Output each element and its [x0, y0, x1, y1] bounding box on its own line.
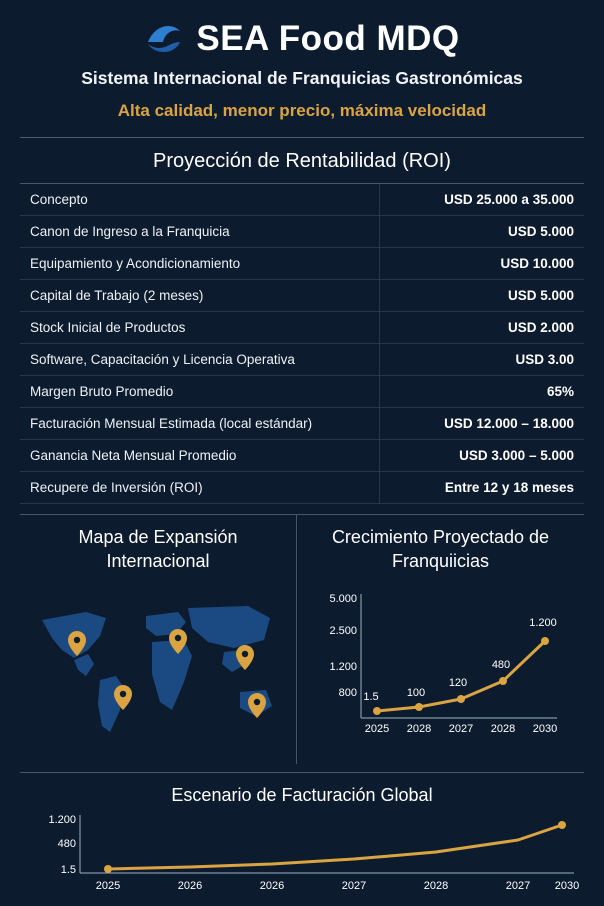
header: [0, 0, 604, 127]
growth-chart: [297, 580, 584, 748]
growth-point-label: 100: [406, 686, 425, 699]
table-cell-value: USD 5.000: [379, 280, 584, 311]
billing-ytick: 1.200: [48, 813, 76, 826]
billing-xtick: 2025: [95, 879, 121, 892]
table-row: [20, 280, 584, 312]
growth-data-point: [541, 637, 549, 645]
growth-panel-title: Crecimiento Proyectado de Franquiicias: [331, 527, 550, 572]
table-row: [20, 248, 584, 280]
growth-data-point: [499, 677, 507, 685]
growth-xtick: 2028: [490, 722, 515, 735]
table-cell-label: Ganancia Neta Mensual Promedio: [30, 448, 237, 463]
table-cell-label: Canon de Ingreso a la Franquicia: [30, 224, 230, 239]
growth-point-label: 480: [491, 658, 510, 671]
table-cell-label: Equipamiento y Acondicionamiento: [30, 256, 241, 271]
bottom-panel-title: Escenario de Facturación Global: [171, 784, 433, 805]
page-title: SEA Food MDQ: [196, 18, 460, 58]
growth-xtick: 2027: [448, 722, 473, 735]
table-cell-value: USD 25.000 a 35.000: [379, 184, 584, 215]
growth-ytick: 800: [338, 686, 357, 699]
global-billing-chart: [20, 811, 584, 901]
table-cell-label: Software, Capacitación y Licencia Operativa: [30, 352, 295, 367]
middle-panels: [20, 514, 584, 764]
growth-xtick: 2028: [406, 722, 431, 735]
table-cell-value: USD 3.00: [379, 344, 584, 375]
growth-xtick: 2025: [364, 722, 389, 735]
growth-point-label: 1.5: [362, 690, 379, 703]
wave-icon: [144, 18, 184, 58]
table-row: [20, 376, 584, 408]
growth-data-point: [457, 695, 465, 703]
table-cell-label: Margen Bruto Promedio: [30, 384, 174, 399]
header-subtitle: Sistema Internacional de Franquicias Gastronómicas: [81, 68, 523, 88]
billing-xtick: 2028: [423, 879, 449, 892]
map-panel-title: Mapa de Expansión Internacional: [78, 527, 238, 572]
billing-data-point: [558, 821, 566, 829]
table-cell-label: Capital de Trabajo (2 meses): [30, 288, 204, 303]
table-row: [20, 344, 584, 376]
world-map: [20, 584, 296, 764]
table-row: [20, 440, 584, 472]
growth-point-label: 120: [448, 676, 467, 689]
table-row: [20, 216, 584, 248]
growth-xtick: 2030: [532, 722, 557, 735]
table-cell-value: Entre 12 y 18 meses: [379, 472, 584, 503]
table-cell-value: USD 12.000 – 18.000: [379, 408, 584, 439]
table-row: [20, 184, 584, 216]
table-row: [20, 408, 584, 440]
growth-ytick: 2.500: [328, 624, 357, 637]
header-tagline: Alta calidad, menor precio, máxima velocidad: [117, 101, 487, 120]
billing-ytick: 1.5: [60, 863, 76, 876]
map-panel: [20, 515, 297, 764]
growth-point-label: 1.200: [528, 616, 557, 629]
roi-table: [20, 183, 584, 504]
billing-xtick: 2027: [505, 879, 531, 892]
table-cell-label: Facturación Mensual Estimada (local estándar): [30, 416, 313, 431]
table-cell-label: Concepto: [30, 192, 88, 207]
table-cell-value: USD 5.000: [379, 216, 584, 247]
growth-data-point: [415, 703, 423, 711]
growth-ytick: 1.200: [328, 660, 357, 673]
billing-series-line: [108, 825, 562, 869]
billing-xtick: 2030: [554, 879, 580, 892]
table-cell-value: USD 2.000: [379, 312, 584, 343]
table-cell-value: USD 10.000: [379, 248, 584, 279]
table-row: [20, 472, 584, 504]
billing-xtick: 2026: [177, 879, 203, 892]
billing-xtick: 2027: [341, 879, 367, 892]
table-cell-value: USD 3.000 – 5.000: [379, 440, 584, 471]
roi-section-title: Proyección de Rentabilidad (ROI): [153, 150, 451, 172]
table-cell-label: Recupere de Inversión (ROI): [30, 480, 203, 495]
table-row: [20, 312, 584, 344]
growth-panel: [297, 515, 584, 764]
billing-data-point: [104, 865, 112, 873]
brand-row: [20, 18, 584, 58]
table-cell-label: Stock Inicial de Productos: [30, 320, 186, 335]
table-cell-value: 65%: [379, 376, 584, 407]
billing-ytick: 480: [57, 837, 76, 850]
growth-ytick: 5.000: [328, 592, 357, 605]
bottom-panel: [20, 772, 584, 901]
growth-data-point: [373, 707, 381, 715]
billing-xtick: 2026: [259, 879, 285, 892]
